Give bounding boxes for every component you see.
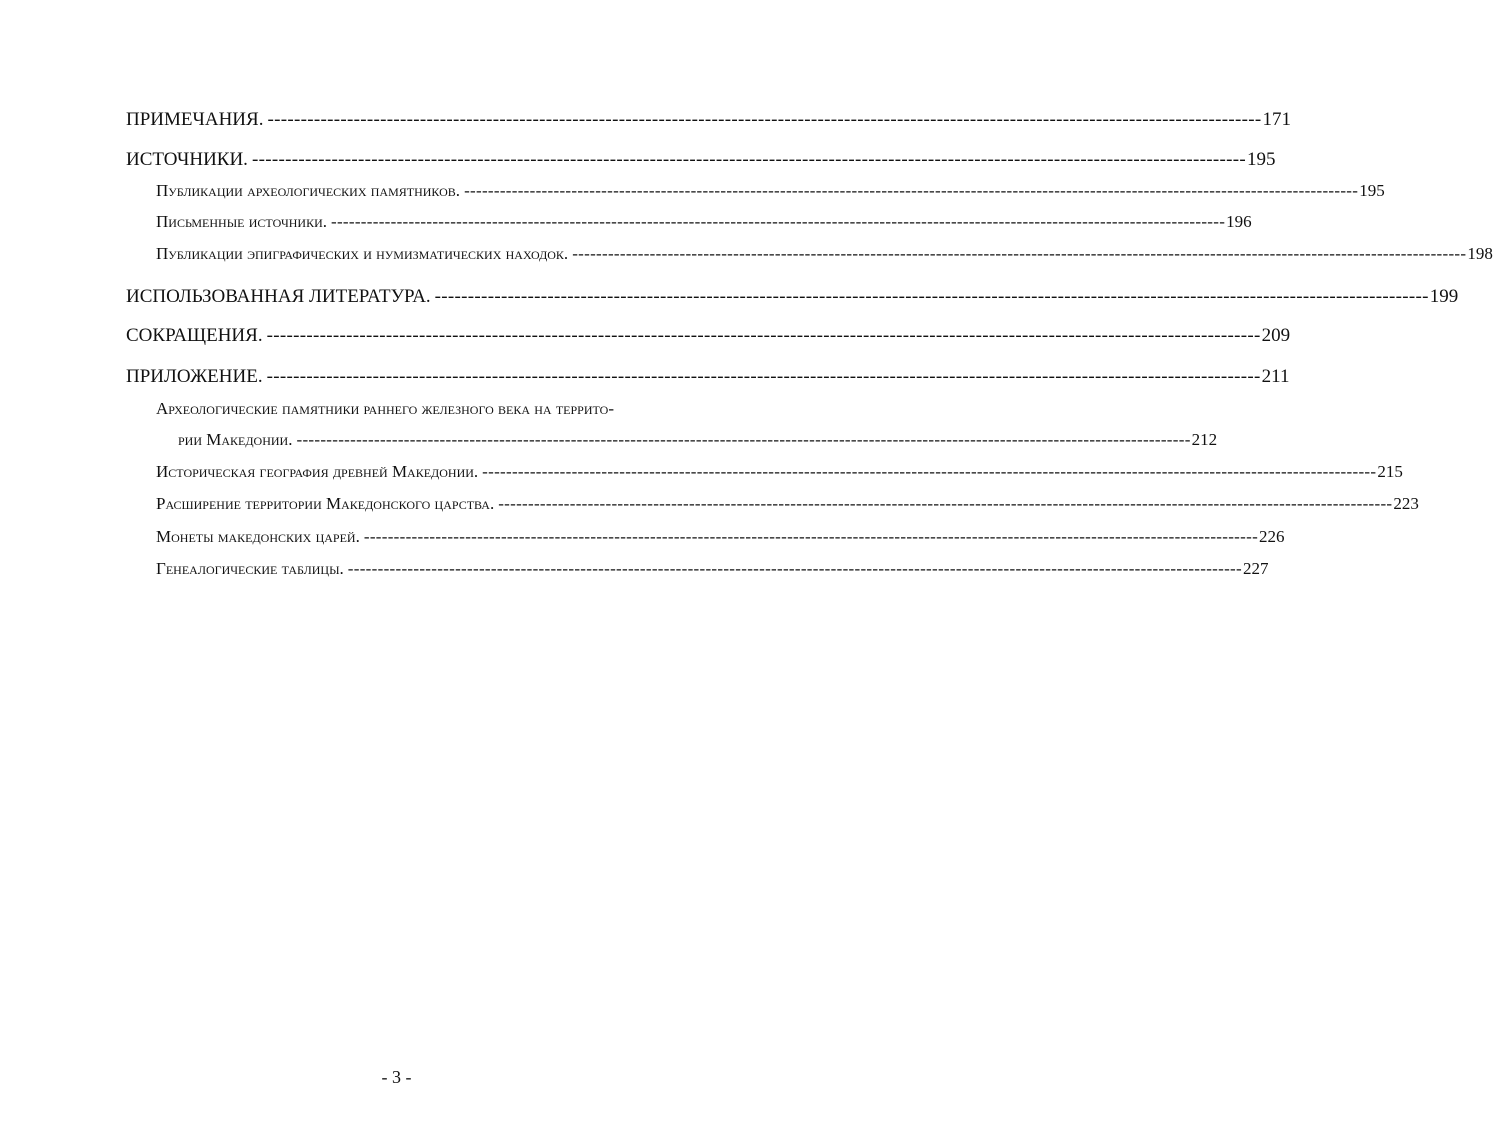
toc-entry-written-sources xyxy=(156,212,1252,231)
toc-entry-page: 226 xyxy=(1259,527,1285,546)
toc-entry-coins xyxy=(156,527,1285,546)
toc-entry-archaeological-publications xyxy=(156,181,1385,200)
toc-entry-title: Генеалогические таблицы. xyxy=(156,559,344,578)
toc-entry-title: Письменные источники. xyxy=(156,212,327,231)
dot-leader: ------------------------------------------------------------------------------------------------------------------------------------------------------ xyxy=(267,109,1262,130)
toc-entry-page: 198 xyxy=(1467,244,1493,263)
dot-leader: ------------------------------------------------------------------------------------------------------------------------------------------------------ xyxy=(266,366,1261,387)
toc-entry-title: ИСТОЧНИКИ. xyxy=(126,149,248,170)
toc-entry-page: 212 xyxy=(1191,430,1218,449)
toc-entry-epigraphic-numismatic xyxy=(156,244,1493,263)
toc-entry-genealogical-tables xyxy=(156,559,1269,578)
dot-leader: ------------------------------------------------------------------------------------------------------------------------------------------------------ xyxy=(251,149,1247,170)
toc-entry-title: Расширение территории Македонского царства. xyxy=(156,494,495,513)
toc-entry-page: 211 xyxy=(1261,366,1290,387)
toc-entry-territory-expansion xyxy=(156,494,1419,513)
dot-leader: ------------------------------------------------------------------------------------------------------------------------------------------------------ xyxy=(296,430,1191,449)
toc-entry-title: ПРИЛОЖЕНИЕ. xyxy=(126,366,263,387)
toc-entry-title: СОКРАЩЕНИЯ. xyxy=(126,325,263,346)
toc-entry-page: 195 xyxy=(1359,181,1385,200)
toc-entry-appendix xyxy=(126,366,1290,387)
toc-entry-title: ПРИМЕЧАНИЯ. xyxy=(126,109,264,130)
toc-entry-title: рии Македонии. xyxy=(178,430,293,449)
toc-entry-title: Публикации эпиграфических и нумизматических находок. xyxy=(156,244,569,263)
toc-entry-abbreviations xyxy=(126,325,1291,346)
toc-entry-page: 171 xyxy=(1262,109,1292,130)
toc-entry-page: 199 xyxy=(1429,286,1459,307)
toc-entry-sources xyxy=(126,149,1276,170)
toc-entry-title: Публикации археологических памятников. xyxy=(156,181,461,200)
dot-leader: ------------------------------------------------------------------------------------------------------------------------------------------------------ xyxy=(347,559,1242,578)
toc-entry-early-iron-age-line1: Археологические памятники раннего железного века на террито- xyxy=(156,399,615,418)
toc-entry-page: 223 xyxy=(1393,494,1419,513)
toc-entry-title: ИСПОЛЬЗОВАННАЯ ЛИТЕРАТУРА. xyxy=(126,286,431,307)
dot-leader: ------------------------------------------------------------------------------------------------------------------------------------------------------ xyxy=(363,527,1259,546)
dot-leader: ------------------------------------------------------------------------------------------------------------------------------------------------------ xyxy=(498,494,1393,513)
dot-leader: ------------------------------------------------------------------------------------------------------------------------------------------------------ xyxy=(464,181,1359,200)
toc-entry-page: 195 xyxy=(1247,149,1276,170)
dot-leader: ------------------------------------------------------------------------------------------------------------------------------------------------------ xyxy=(434,286,1429,307)
dot-leader: ------------------------------------------------------------------------------------------------------------------------------------------------------ xyxy=(331,212,1226,231)
dot-leader: ------------------------------------------------------------------------------------------------------------------------------------------------------ xyxy=(482,462,1377,481)
toc-entry-title: Историческая география древней Македонии. xyxy=(156,462,479,481)
toc-entry-notes xyxy=(126,109,1292,130)
dot-leader: ------------------------------------------------------------------------------------------------------------------------------------------------------ xyxy=(572,244,1467,263)
toc-entry-early-iron-age xyxy=(178,430,1218,449)
toc-entry-page: 227 xyxy=(1242,559,1269,578)
toc-entry-page: 215 xyxy=(1377,462,1403,481)
toc-entry-page: 209 xyxy=(1261,325,1291,346)
dot-leader: ------------------------------------------------------------------------------------------------------------------------------------------------------ xyxy=(266,325,1261,346)
toc-entry-title: Монеты македонских царей. xyxy=(156,527,360,546)
toc-entry-page: 196 xyxy=(1226,212,1252,231)
toc-entry-literature xyxy=(126,286,1459,307)
toc-entry-historical-geography xyxy=(156,462,1403,481)
page-number: - 3 - xyxy=(381,1067,412,1087)
